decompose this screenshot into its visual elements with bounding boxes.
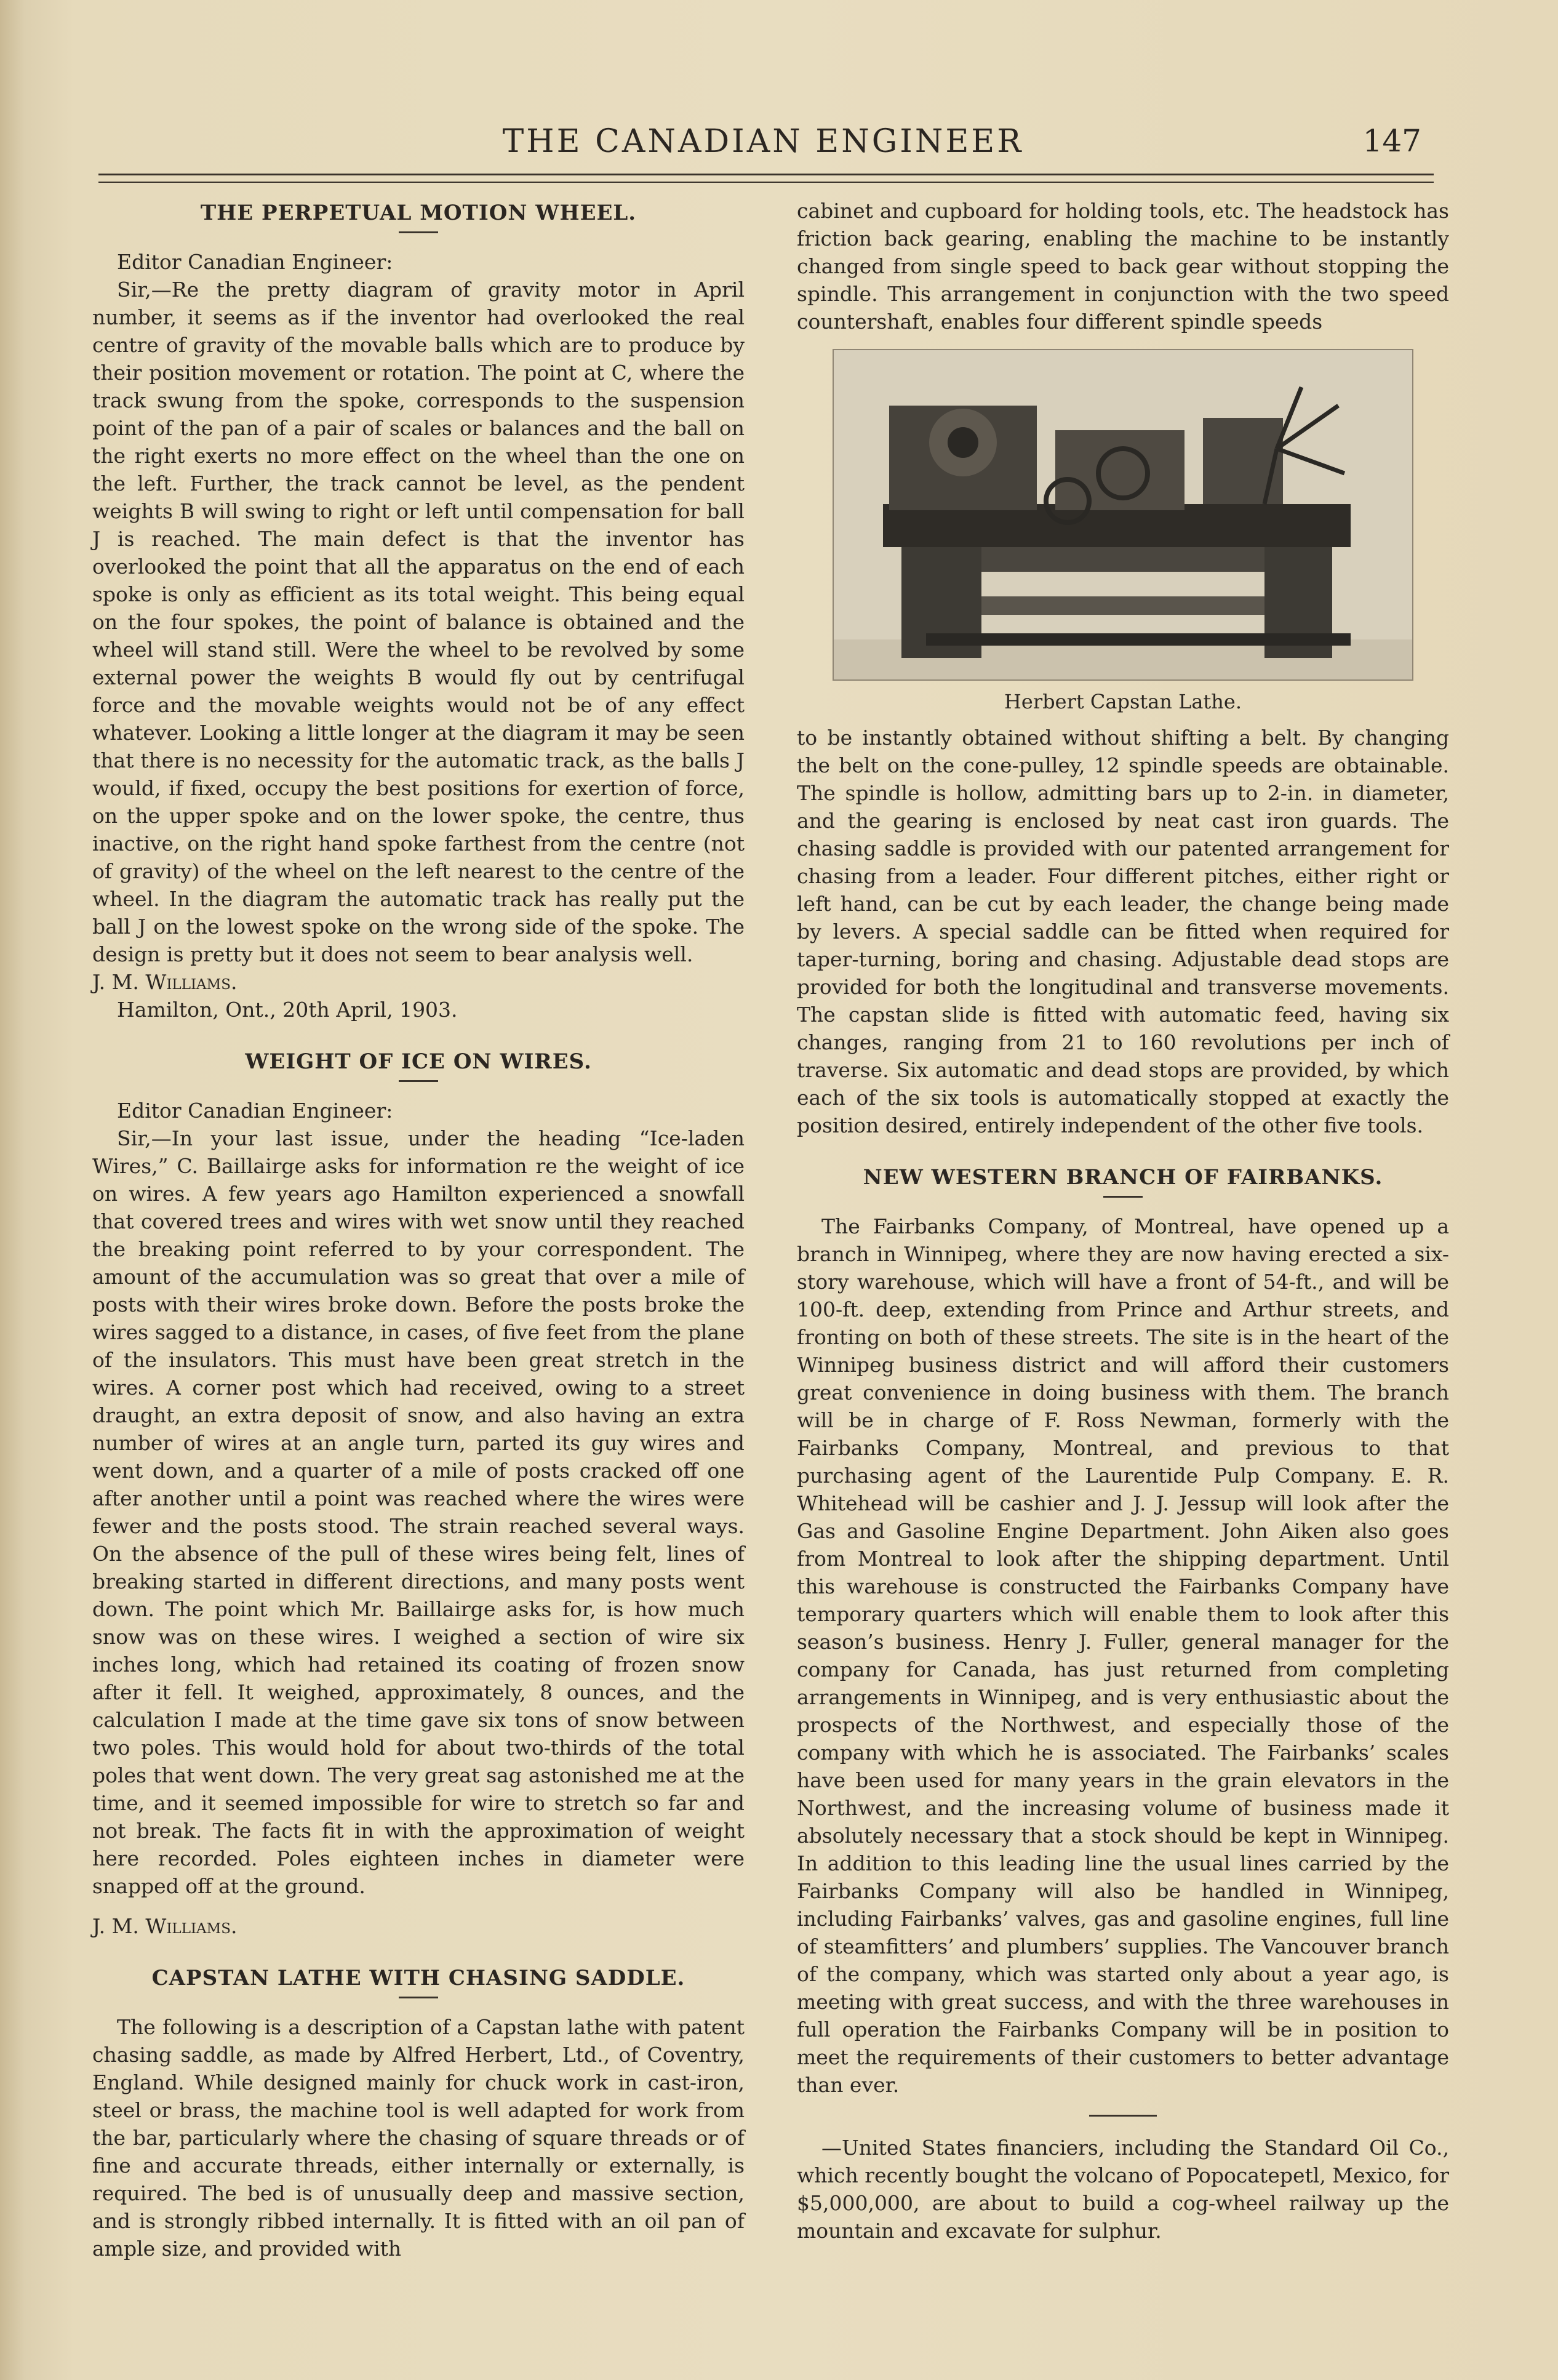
salutation: Editor Canadian Engineer: [117,1099,393,1123]
article-title: WEIGHT OF ICE ON WIRES. [245,1049,592,1074]
signature: J. M. Williams. [92,970,238,994]
right-column [797,197,1449,2245]
page-number: 147 [1362,123,1421,159]
article-capstan-lathe [92,1966,745,2262]
lathe-illustration [834,350,1412,679]
article-continuation: to be instantly obtained without shifting a belt. By changing the belt on the cone-pulley, 12 spindle speeds are obtainable. The spindle is hollow, admitting bars up to 2-in. in diameter, and the gearing is enclosed by neat cast iron guards. The chasing saddle is provided with our patented arrangement for chasing from a leader. Four different pitches, either right or left hand, can be cut by each leader, the change being made by levers. A special saddle can be fitted when required for taper-turning, boring and chasing. Adjustable dead stops are provided for both the longitudinal and transverse movements. The capstan slide is fitted with automatic feed, having six changes, ranging from 21 to 160 revolutions per inch of traverse. Six automatic and dead stops are provided, by which each of the six tools is automatically stopped at exactly the position desired, entirely independent of the other five tools. [797,726,1449,1137]
figure-caption: Herbert Capstan Lathe. [1004,690,1242,713]
header-rule [98,174,1434,183]
title-rule [399,231,438,233]
section-separator [1089,2115,1157,2117]
article-body: The Fairbanks Company, of Montreal, have opened up a branch in Winnipeg, where they are now having erected a six-story warehouse, which will have a front of 54-ft., and will be 100-ft. deep, extending from Prince and Arthur streets, and fronting on both of these streets. The site is in the heart of the Winnipeg business district and will afford their customers great convenience in doing business with them. The branch will be in charge of F. Ross Newman, formerly with the Fairbanks Company, Montreal, and previous to that purchasing agent of the Laurentide Pulp Company. E. R. Whitehead will be cashier and J. J. Jessup will look after the Gas and Gasoline Engine Department. John Aiken also goes from Montreal to look after the shipping department. Until this warehouse is constructed the Fairbanks Company have temporary quarters which will enable them to look after this season’s business. Henry J. Fuller, general manager for the company for Canada, has just returned from completing arrangements in Winnipeg, and is very enthusiastic about the prospects of the Northwest, and especially those of the company with which he is associated. The Fairbanks’ scales have been used for many years in the grain elevators in the Northwest, and the increasing volume of business made it absolutely necessary that a stock should be kept in Winnipeg. In addition to this leading line the usual lines carried by the Fairbanks Company will also be handled in Winnipeg, including Fairbanks’ valves, gas and gasoline engines, full line of steamfitters’ and plumbers’ supplies. The Vancouver branch of the company, which was started only about a year ago, is meeting with great success, and with the three warehouses in full operation the Fairbanks Company will be in position to meet the requirements of their customers to better advantage than ever. [797,1214,1449,2097]
left-column [92,197,745,2262]
article-title: CAPSTAN LATHE WITH CHASING SADDLE. [151,1966,685,1990]
article-body: Sir,—Re the pretty diagram of gravity motor in April number, it seems as if the inventor had overlooked the real centre of gravity of the movable balls which are to produce by their position movement or rotation. The point at C, where the track swung from the spoke, corresponds to the suspension point of the pan of a pair of scales or balances and the ball on the right exerts no more effect on the wheel than the one on the left. Further, the track cannot be level, as the pendent weights B will swing to right or left until compensation for ball J is reached. The main defect is that the inventor has overlooked the point that all the apparatus on the end of each spoke is only as efficient as its total weight. This being equal on the four spokes, the point of balance is obtained and the wheel will stand still. Were the wheel to be revolved by some external power the weights B would fly out by centrifugal force and the movable weights would not be of any effect whatever. Looking a little longer at the diagram it may be seen that there is no necessity for the automatic track, as the balls J would, if fixed, occupy the best positions for exertion of force, on the upper spoke and on the lower spoke, the centre, thus inactive, on the right hand spoke farthest from the centre (not of gravity) of the wheel on the left nearest to the centre of the wheel. In the diagram the automatic track has really put the ball J on the lowest spoke on the wrong side of the spoke. The design is pretty but it does not seem to bear analysis well. [92,278,745,966]
article-body: Sir,—In your last issue, under the heading “Ice-laden Wires,” C. Baillairge asks for information re the weight of ice on wires. A few years ago Hamilton experienced a snowfall that covered trees and wires with wet snow until they reached the breaking point referred to by your correspondent. The amount of the accumulation was so great that over a mile of posts with their wires broke down. Before the posts broke the wires sagged to a distance, in cases, of five feet from the plane of the insulators. This must have been great stretch in the wires. A corner post which had received, owing to a street draught, an extra deposit of snow, and also having an extra number of wires at an angle turn, parted its guy wires and went down, and a quarter of a mile of posts cracked off one after another until a point was reached where the wires were fewer and the posts stood. The strain reached several ways. On the absence of the pull of these wires being felt, lines of breaking started in different directions, and many posts went down. The point which Mr. Baillairge asks for, is how much snow was on these wires. I weighed a section of wire six inches long, which had retained its coating of frozen snow after it fell. It weighed, approximately, 8 ounces, and the calculation I made at the time gave six tons of snow between two poles. This would hold for about two-thirds of the total poles that went down. The very great sag astonished me at the time, and it seemed impossible for wire to stretch so far and not break. The facts fit in with the approximation of weight here recorded. Poles eighteen inches in diameter were snapped off at the ground. [92,1126,745,1898]
title-rule [399,1997,438,1998]
title-rule [1103,1196,1143,1198]
lathe-photo [833,349,1413,681]
journal-title: THE CANADIAN ENGINEER [502,123,1024,160]
dateline: Hamilton, Ont., 20th April, 1903. [117,998,458,1022]
signature: J. M. Williams. [92,1914,238,1938]
article-fairbanks [797,1165,1449,2099]
title-rule [399,1080,438,1082]
article-body: The following is a description of a Capstan lathe with patent chasing saddle, as made by Alfred Herbert, Ltd., of Coventry, England. While designed mainly for chuck work in cast-iron, steel or brass, the machine tool is well adapted for work from the bar, particularly where the chasing of square threads or of fine and accurate threads, either internally or externally, is required. The bed is of unusually deep and massive section, and is strongly ribbed internally. It is fitted with an oil pan of ample size, and provided with [92,2015,745,2261]
news-note: —United States financiers, including the Standard Oil Co., which recently bought the volcano of Popocatepetl, Mexico, for $5,000,000, are about to build a cog-wheel railway up the mountain and excavate for sulphur. [797,2136,1449,2243]
article-continuation: cabinet and cupboard for holding tools, etc. The headstock has friction back gearing, enabling the machine to be instantly changed from single speed to back gear without stopping the spindle. This arrangement in conjunction with the two speed countershaft, enables four different spindle speeds [797,199,1449,334]
article-ice-on-wires [92,1049,745,1940]
article-title: NEW WESTERN BRANCH OF FAIRBANKS. [863,1165,1383,1190]
article-title: THE PERPETUAL MOTION WHEEL. [200,201,637,225]
article-perpetual-motion [92,201,745,1024]
salutation: Editor Canadian Engineer: [117,250,393,274]
page-header [92,123,1434,172]
